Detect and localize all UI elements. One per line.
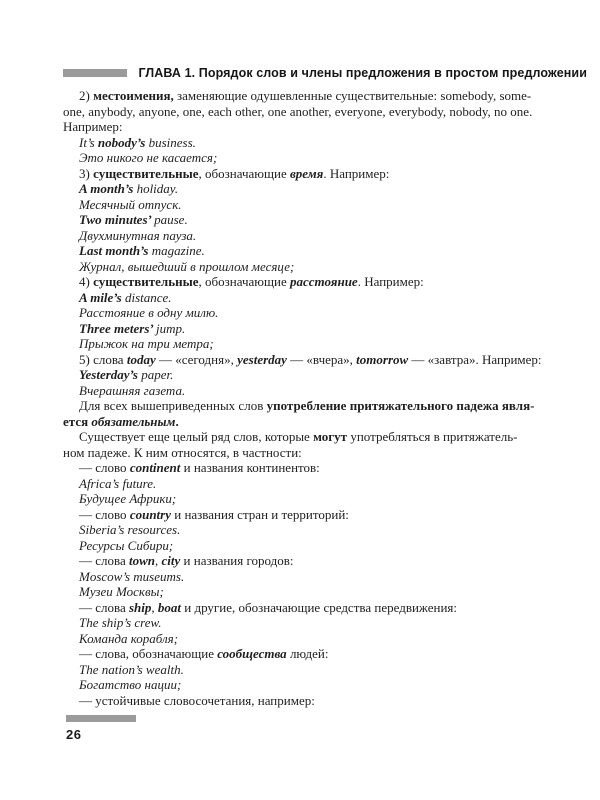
text-run: ,	[151, 599, 158, 615]
text-line	[63, 460, 587, 476]
text-run: distance.	[124, 289, 172, 305]
text-line	[63, 321, 587, 337]
chapter-title: ГЛАВА 1. Порядок слов и члены предложения в простом предложении	[138, 66, 587, 80]
text-line	[63, 600, 587, 616]
text-run: Например:	[63, 119, 123, 134]
text-run: — «вчера»,	[286, 351, 357, 367]
text-line	[63, 693, 587, 709]
text-run: Yesterday’s	[79, 367, 142, 382]
page-content	[63, 88, 587, 708]
text-run: Last month’s	[79, 243, 152, 258]
text-line	[63, 383, 587, 399]
text-run: town	[129, 553, 156, 568]
text-run: Three meters’	[79, 320, 157, 336]
footer-bar-decoration	[66, 715, 136, 722]
text-run: употребление притяжательного падежа явля-	[266, 398, 535, 413]
text-line	[63, 274, 587, 290]
text-run: — слова, обозначающие	[79, 646, 218, 661]
text-run: Будущее Африки;	[79, 491, 177, 506]
text-run: существительные	[93, 165, 199, 181]
text-run: ется	[63, 413, 92, 429]
text-run: — «завтра». Например:	[408, 351, 542, 367]
text-run: Существует еще целый ряд слов, которые	[79, 429, 314, 444]
text-line	[63, 88, 587, 104]
text-run: — слова	[79, 599, 129, 615]
text-run: jump.	[156, 320, 186, 336]
text-run: Для всех вышеприведенных слов	[79, 398, 267, 413]
text-run: A mile’s	[79, 289, 125, 305]
text-run: city	[161, 553, 181, 568]
text-run: ship	[129, 599, 152, 615]
text-run: boat	[157, 599, 182, 615]
text-run: nobody’s	[97, 134, 149, 150]
text-run: The nation’s wealth.	[79, 661, 184, 677]
text-run: business.	[148, 134, 196, 150]
text-run: местоимения,	[93, 88, 174, 103]
text-run: Богатство нации;	[79, 677, 182, 692]
text-run: и другие, обозначающие средства передвижения:	[181, 599, 457, 615]
text-run: A month’s	[79, 181, 137, 196]
text-run: Команда корабля;	[79, 630, 179, 646]
text-line	[63, 584, 587, 600]
text-run: Two minutes’	[79, 212, 155, 227]
text-run: . Например:	[357, 274, 424, 289]
text-line	[63, 352, 587, 368]
text-run: расстояние	[289, 274, 358, 289]
text-run: ном падеже. К ним относятся, в частности:	[63, 444, 302, 460]
text-run: ,	[155, 553, 162, 568]
text-run: Прыжок на три метра;	[79, 336, 214, 351]
text-line	[63, 569, 587, 585]
text-run: Ресурсы Сибири;	[79, 537, 174, 553]
text-line	[63, 538, 587, 554]
text-line	[63, 197, 587, 213]
text-line	[63, 414, 587, 430]
text-line	[63, 522, 587, 538]
text-run: Moscow’s museums.	[79, 568, 185, 584]
text-run: holiday.	[136, 181, 179, 196]
text-line	[63, 445, 587, 461]
text-line	[63, 119, 587, 135]
text-run: Это никого не касается;	[79, 150, 218, 165]
text-run: today	[126, 351, 156, 367]
text-run: время	[289, 165, 324, 181]
text-line	[63, 429, 587, 445]
text-run: — слово	[79, 460, 130, 475]
page-footer	[66, 715, 136, 742]
text-run: Siberia’s resources.	[79, 522, 181, 537]
text-run: pause.	[154, 212, 188, 227]
text-run: употребляться в притяжатель-	[347, 429, 518, 444]
text-run: могут	[313, 429, 348, 444]
text-run: Журнал, вышедший в прошлом месяце;	[79, 258, 295, 274]
chapter-header	[63, 65, 587, 81]
header-bar-decoration	[63, 69, 127, 77]
text-run: 4)	[79, 274, 94, 289]
text-line	[63, 553, 587, 569]
text-run: — слово	[79, 506, 130, 522]
text-line	[63, 615, 587, 631]
text-run: Месячный отпуск.	[79, 196, 182, 212]
text-run: 5) слова	[79, 351, 127, 367]
text-line	[63, 166, 587, 182]
text-line	[63, 104, 587, 120]
text-run: yesterday	[237, 351, 287, 367]
page-number: 26	[66, 727, 82, 742]
text-line	[63, 243, 587, 259]
text-run: — устойчивые словосочетания, например:	[79, 692, 315, 708]
text-line	[63, 150, 587, 166]
text-run: . Например:	[323, 165, 390, 181]
text-run: tomorrow	[356, 351, 409, 367]
text-run: 2)	[79, 88, 94, 103]
text-line	[63, 677, 587, 693]
text-line	[63, 398, 587, 414]
text-line	[63, 259, 587, 275]
text-line	[63, 491, 587, 507]
text-run: — слова	[79, 553, 129, 568]
text-run: и названия городов:	[180, 553, 294, 568]
text-run: Двухминутная пауза.	[79, 227, 197, 243]
text-line	[63, 662, 587, 678]
text-line	[63, 646, 587, 662]
text-line	[63, 476, 587, 492]
text-run: Вчерашняя газета.	[79, 382, 186, 398]
text-run: заменяющие одушевленные существительные: somebody, some-	[173, 88, 532, 103]
text-line	[63, 631, 587, 647]
text-run: — «сегодня»,	[155, 351, 238, 367]
text-run: .	[175, 413, 179, 429]
text-line	[63, 290, 587, 306]
text-run: magazine.	[151, 243, 205, 258]
text-line	[63, 367, 587, 383]
text-line	[63, 212, 587, 228]
text-run: существительные	[93, 274, 199, 289]
text-run: 3)	[79, 165, 94, 181]
text-line	[63, 135, 587, 151]
text-run: Музеи Москвы;	[79, 584, 164, 599]
text-line	[63, 181, 587, 197]
text-run: It’s	[79, 134, 98, 150]
text-run: Расстояние в одну милю.	[79, 305, 219, 320]
text-run: continent	[129, 460, 181, 475]
text-run: обязательным	[91, 413, 176, 429]
text-run: и названия стран и территорий:	[170, 506, 349, 522]
text-run: людей:	[286, 646, 329, 661]
text-run: Africa’s future.	[79, 475, 157, 491]
text-run: , обозначающие	[198, 274, 290, 289]
text-run: country	[129, 506, 171, 522]
text-line	[63, 507, 587, 523]
text-run: и названия континентов:	[180, 460, 320, 475]
text-run: paper.	[141, 367, 174, 382]
text-run: one, anybody, anyone, one, each other, one another, everyone, everybody, nobody, no one.	[63, 103, 533, 119]
text-run: , обозначающие	[198, 165, 290, 181]
text-run: The ship’s crew.	[79, 615, 162, 630]
text-line	[63, 305, 587, 321]
text-line	[63, 228, 587, 244]
text-line	[63, 336, 587, 352]
text-run: сообщества	[217, 646, 287, 661]
